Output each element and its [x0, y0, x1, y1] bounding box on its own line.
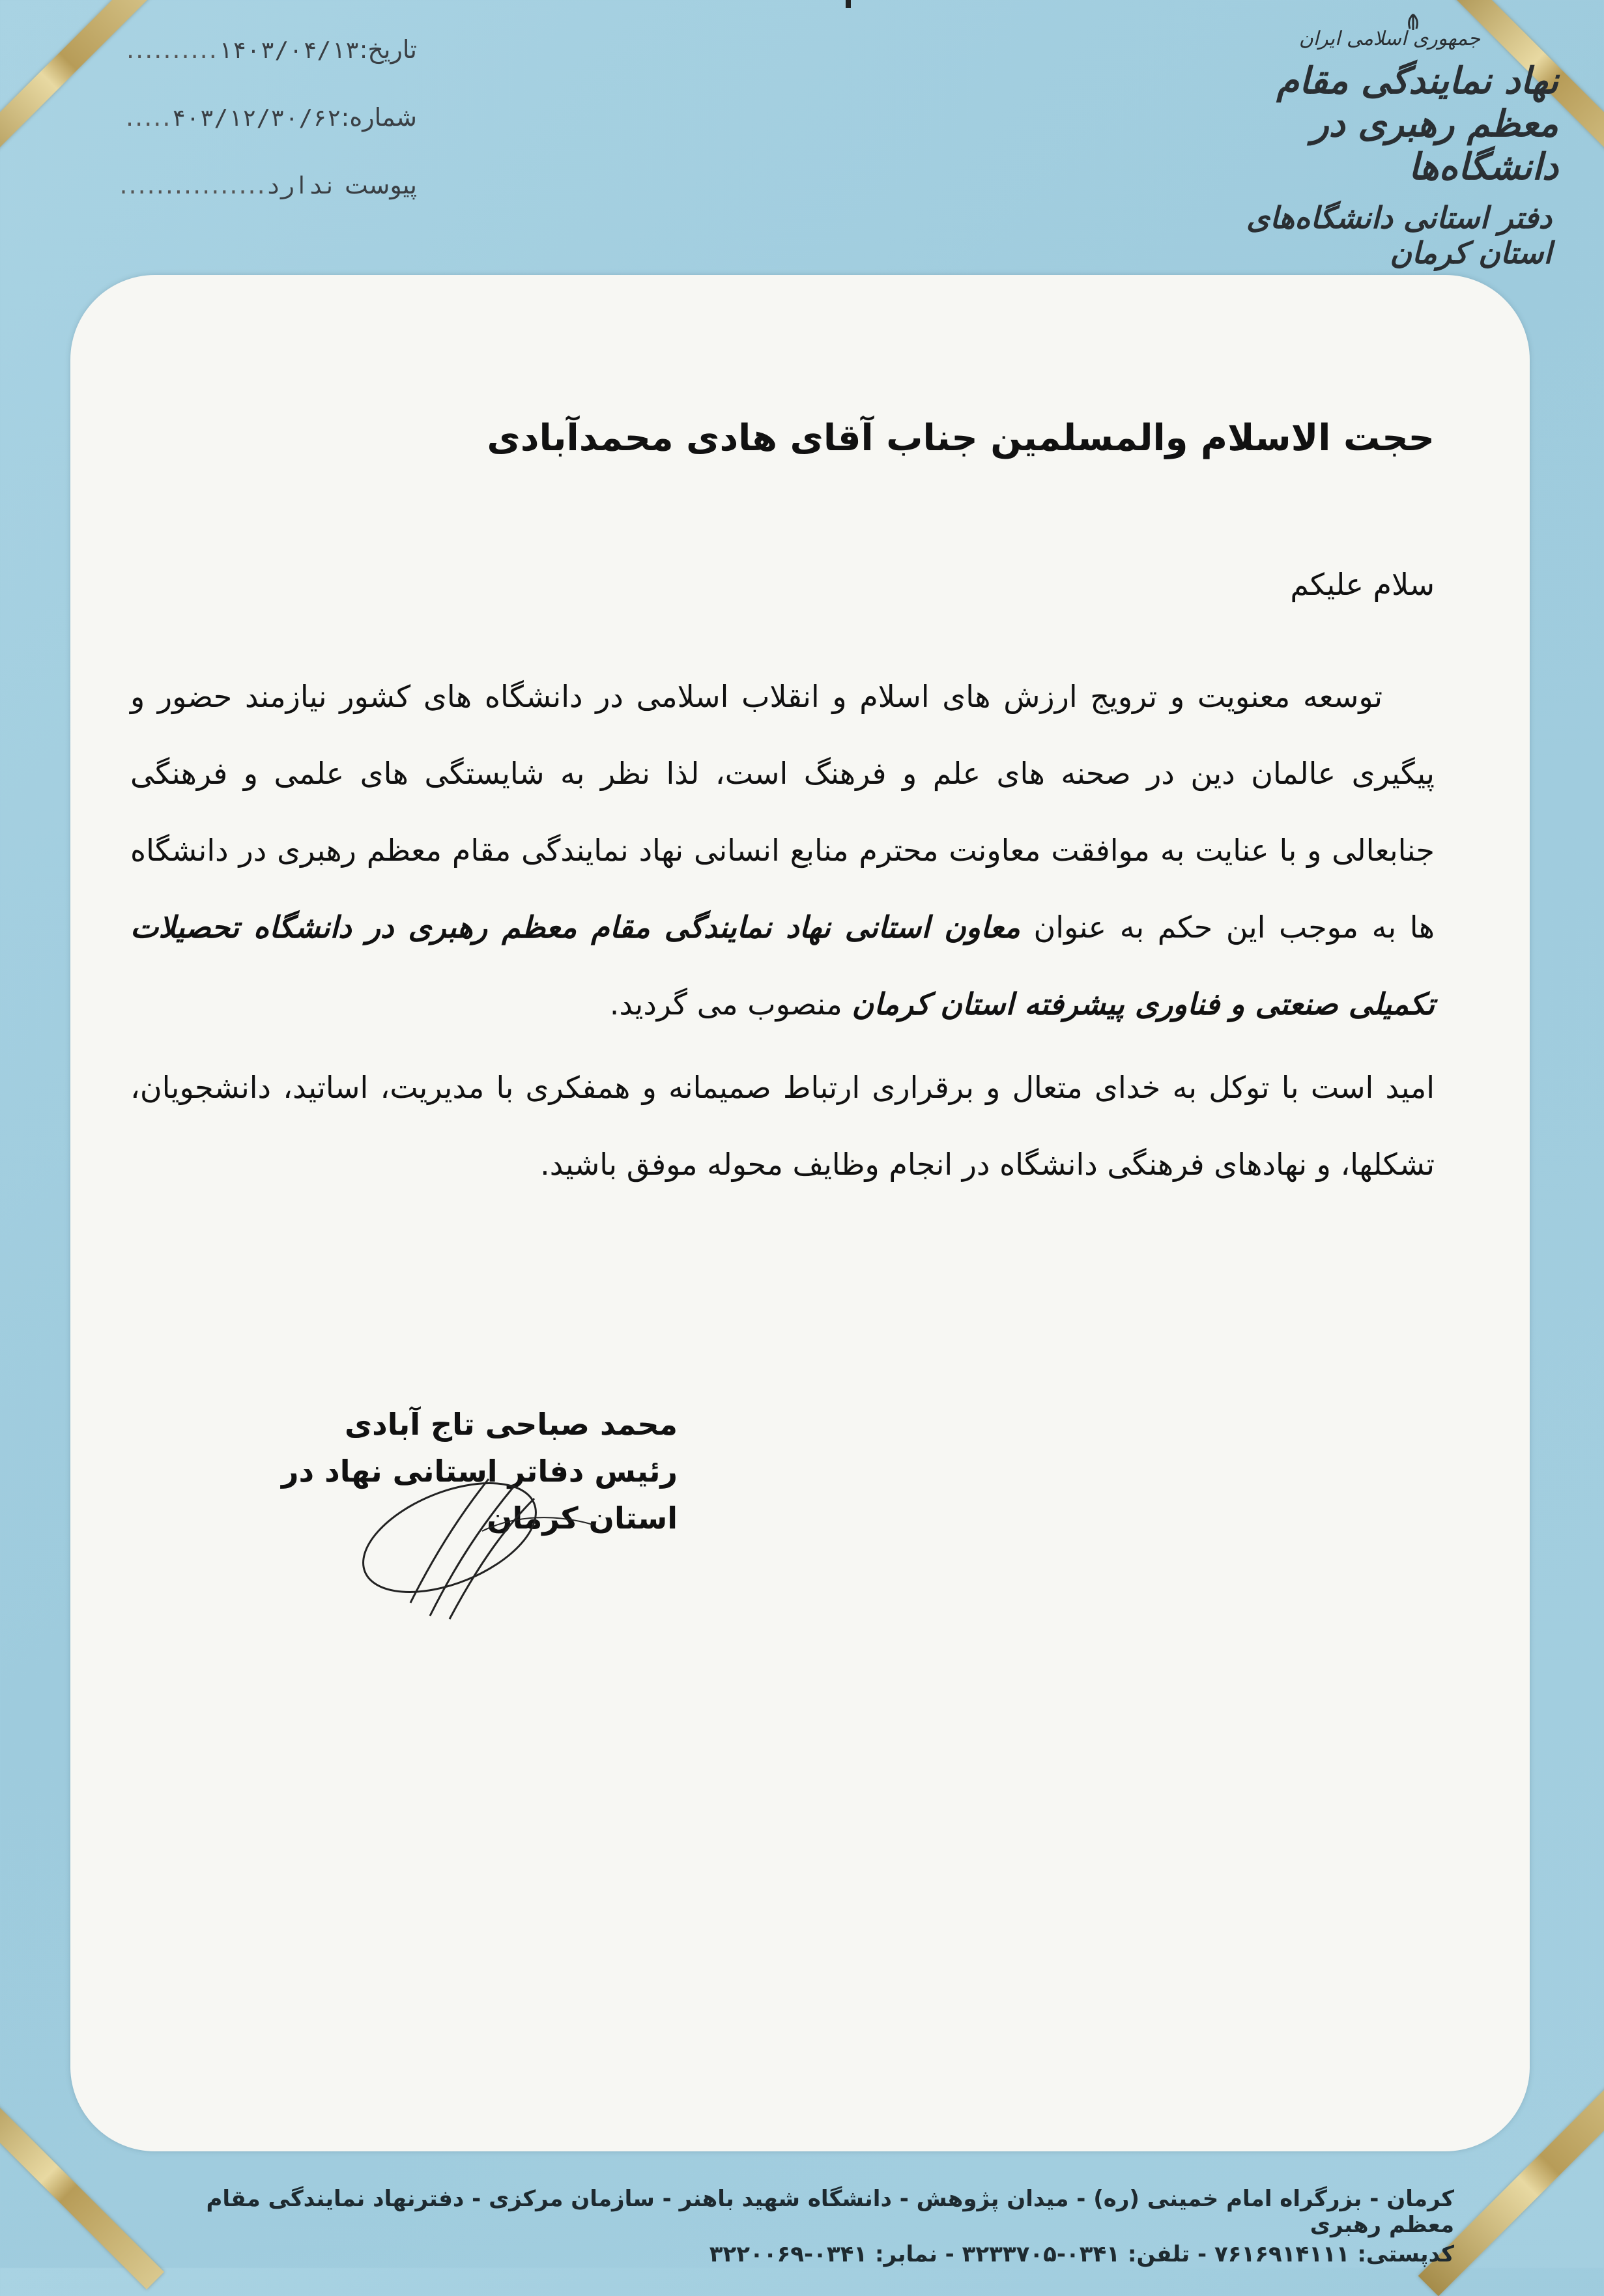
- date-row: [126, 26, 417, 64]
- dotted-line: ..........: [126, 35, 218, 64]
- attachment-row: [119, 162, 417, 199]
- letterhead: [1220, 13, 1558, 270]
- date-label: تاریخ:: [359, 35, 417, 64]
- signer-title-line2: استان کرمان: [487, 1500, 678, 1536]
- organization-name: نهاد نمایندگی مقام معظم رهبری در دانشگاه‌ها: [1276, 59, 1558, 188]
- number-label: شماره:: [341, 103, 417, 132]
- body-emphasis: معاون استانی نهاد نمایندگی مقام معظم رهبری در دانشگاه تحصیلات تکمیلی صنعتی و فناوری پیشرفته استان کرمان: [130, 910, 1435, 1022]
- letter-body: [130, 658, 1435, 1042]
- body-text-part1: توسعه معنویت و ترویج ارزش های اسلام و انقلاب اسلامی در دانشگاه های کشور نیازمند حضور و پیگیری عالمان دین در صحنه های علم و فرهنگ است، لذا نظر به شایستگی های علمی و فرهنگی جنابعالی و با عنایت به موافقت معاونت محترم منابع انسانی نهاد نمایندگی مقام معظم رهبری در دانشگاه ها به موجب این حکم به عنوان: [130, 679, 1435, 945]
- letter-meta: [119, 26, 417, 229]
- emblem-icon: [1398, 13, 1428, 31]
- attachment-label: پیوست: [345, 171, 417, 199]
- number-row: [126, 94, 417, 132]
- addressee: حجت الاسلام والمسلمین جناب آقای هادی محمدآبادی: [487, 417, 1435, 459]
- signer-name: محمد صباحی تاج آبادی: [344, 1407, 678, 1442]
- date-value: ۱۴۰۳/۰۴/۱۳: [218, 37, 360, 64]
- office-name: دفتر استانی دانشگاه‌های استان کرمان: [1246, 200, 1552, 270]
- signer-title-line1: رئیس دفاتر استانی نهاد در: [281, 1454, 678, 1489]
- letter-panel: [70, 275, 1530, 2151]
- body-text-part2: منصوب می گردید.: [609, 986, 842, 1022]
- greeting: سلام علیکم: [1290, 567, 1435, 602]
- country-name: جمهوری اسلامی ایران: [1298, 27, 1480, 50]
- footer-contact: کدپستی: ۷۶۱۶۹۱۴۱۱۱ - تلفن: ۰۳۴۱-۳۲۳۳۷۰۵ - نمابر: ۰۳۴۱-۳۲۲۰۰۶۹: [709, 2241, 1454, 2267]
- number-value: ۴۰۳/۱۲/۳۰/۶۲: [171, 105, 341, 132]
- top-mark: [846, 0, 851, 8]
- dotted-line: .....: [126, 103, 172, 132]
- dotted-line: ................: [119, 171, 266, 199]
- footer-address: کرمان - بزرگراه امام خمینی (ره) - میدان پژوهش - دانشگاه شهید باهنر - سازمان مرکزی - دفترنهاد نمایندگی مقام معظم رهبری: [206, 2186, 1454, 2238]
- attachment-value: ندارد: [266, 173, 337, 199]
- handwritten-signature: [352, 1453, 612, 1622]
- closing-paragraph: امید است با توکل به خدای متعال و برقراری ارتباط صمیمانه و همفکری با مدیریت، اساتید، دانشجویان، تشکلها، و نهادهای فرهنگی دانشگاه در انجام وظایف محوله موفق باشید.: [130, 1070, 1435, 1182]
